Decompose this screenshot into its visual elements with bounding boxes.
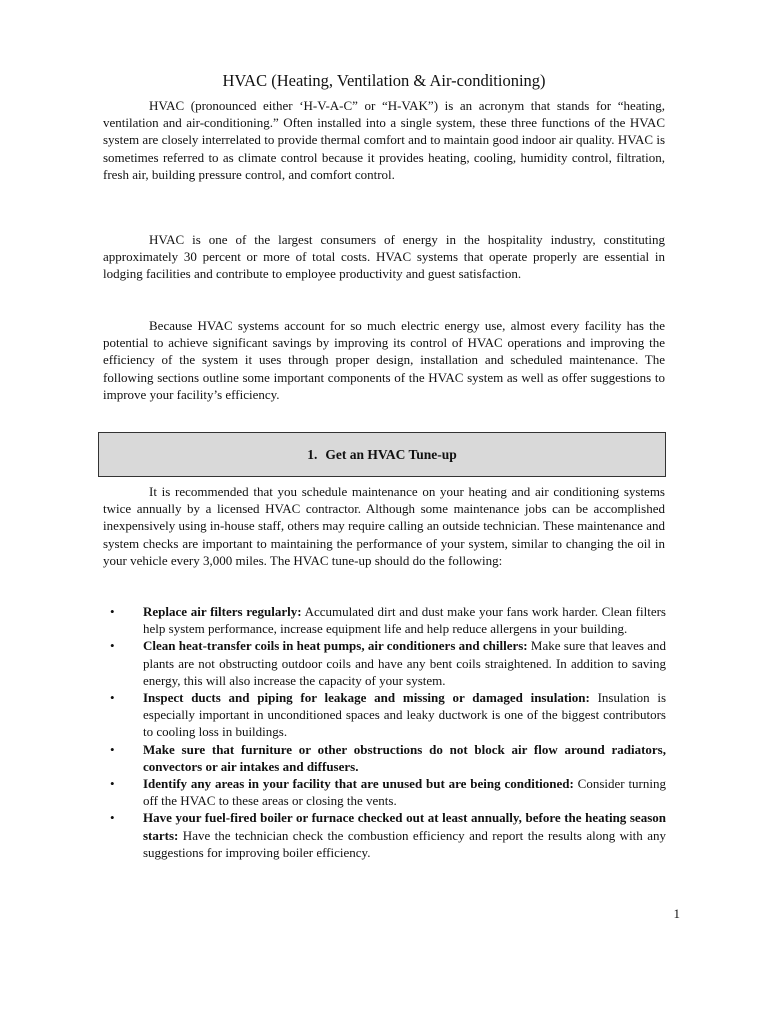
- list-item-lead: Have your fuel-fired boiler or furnace checked out at least annually, before the heating season starts:: [143, 810, 666, 843]
- list-item-text: Have the technician check the combustion efficiency and report the results along with any suggestions for improving boiler efficiency.: [143, 827, 666, 860]
- document-title: HVAC (Heating, Ventilation & Air-conditioning): [222, 71, 546, 90]
- list-item-lead: Identify any areas in your facility that are unused but are being conditioned:: [143, 776, 574, 792]
- bullet-icon: •: [110, 810, 115, 826]
- list-item: [110, 637, 666, 689]
- bullet-icon: •: [110, 690, 115, 706]
- section-heading-box: [98, 432, 666, 477]
- list-item-lead: Inspect ducts and piping for leakage and missing or damaged insulation:: [143, 690, 590, 706]
- section-number: 1.: [307, 446, 318, 462]
- list-item: [110, 689, 666, 741]
- bullet-icon: •: [110, 741, 115, 757]
- tune-up-paragraph: It is recommended that you schedule maintenance on your heating and air conditioning systems twice annually by a licensed HVAC contractor. Although some maintenance jobs can be accomplished inexpensively using in-house staff, others may require calling an outside technician. These maintenance and system checks are important to maintaining the performance of your system, similar to changing the oil in your vehicle every 3,000 miles. The HVAC tune-up should do the following:: [103, 484, 665, 568]
- list-item-text: Consider turning off the HVAC to these areas or closing the vents.: [143, 776, 667, 809]
- list-item: [110, 775, 666, 809]
- list-item: [110, 809, 666, 861]
- page-number: 1: [673, 906, 680, 921]
- list-item: [110, 741, 666, 775]
- list-item: [110, 603, 666, 637]
- list-item-lead: Make sure that furniture or other obstructions do not block air flow around radiators, convectors or air intakes and diffusers.: [143, 741, 666, 774]
- tune-up-list: [110, 603, 666, 861]
- energy-paragraph: HVAC is one of the largest consumers of energy in the hospitality industry, constituting approximately 30 percent or more of total costs. HVAC systems that operate properly are essential in lodging facilities and contribute to employee productivity and guest satisfaction.: [103, 232, 665, 282]
- bullet-icon: •: [110, 638, 115, 654]
- list-item-text: Make sure that leaves and plants are not obstructing outdoor coils and have any bent coils straightened. In addition to saving energy, this will also increase the capacity of your system.: [143, 638, 666, 688]
- section-heading: Get an HVAC Tune-up: [325, 446, 457, 462]
- savings-paragraph: Because HVAC systems account for so much electric energy use, almost every facility has the potential to achieve significant savings by improving its control of HVAC operations and improving the efficiency of the system it uses through proper design, installation and scheduled maintenance. The following sections outline some important components of the HVAC system as well as offer suggestions to improve your facility’s efficiency.: [103, 318, 665, 402]
- intro-paragraph: HVAC (pronounced either ‘H-V-A-C” or “H-VAK”) is an acronym that stands for “heating, ventilation and air-conditioning.” Often installed into a single system, these three functions of the HVAC system are closely interrelated to provide thermal comfort and to maintain good indoor air quality. HVAC is sometimes referred to as climate control because it provides heating, cooling, humidity control, filtration, fresh air, building pressure control, and comfort control.: [103, 98, 665, 182]
- list-item-text: Insulation is especially important in unconditioned spaces and leaky ductwork is one of the biggest contributors to cooling loss in buildings.: [143, 690, 666, 740]
- bullet-icon: •: [110, 604, 115, 619]
- list-item-lead: Clean heat-transfer coils in heat pumps, air conditioners and chillers:: [143, 638, 528, 654]
- bullet-icon: •: [110, 776, 115, 792]
- list-item-lead: Replace air filters regularly:: [143, 604, 302, 619]
- list-item-text: Accumulated dirt and dust make your fans work harder. Clean filters help system performance, increase equipment life and help reduce allergens in your building.: [143, 604, 666, 637]
